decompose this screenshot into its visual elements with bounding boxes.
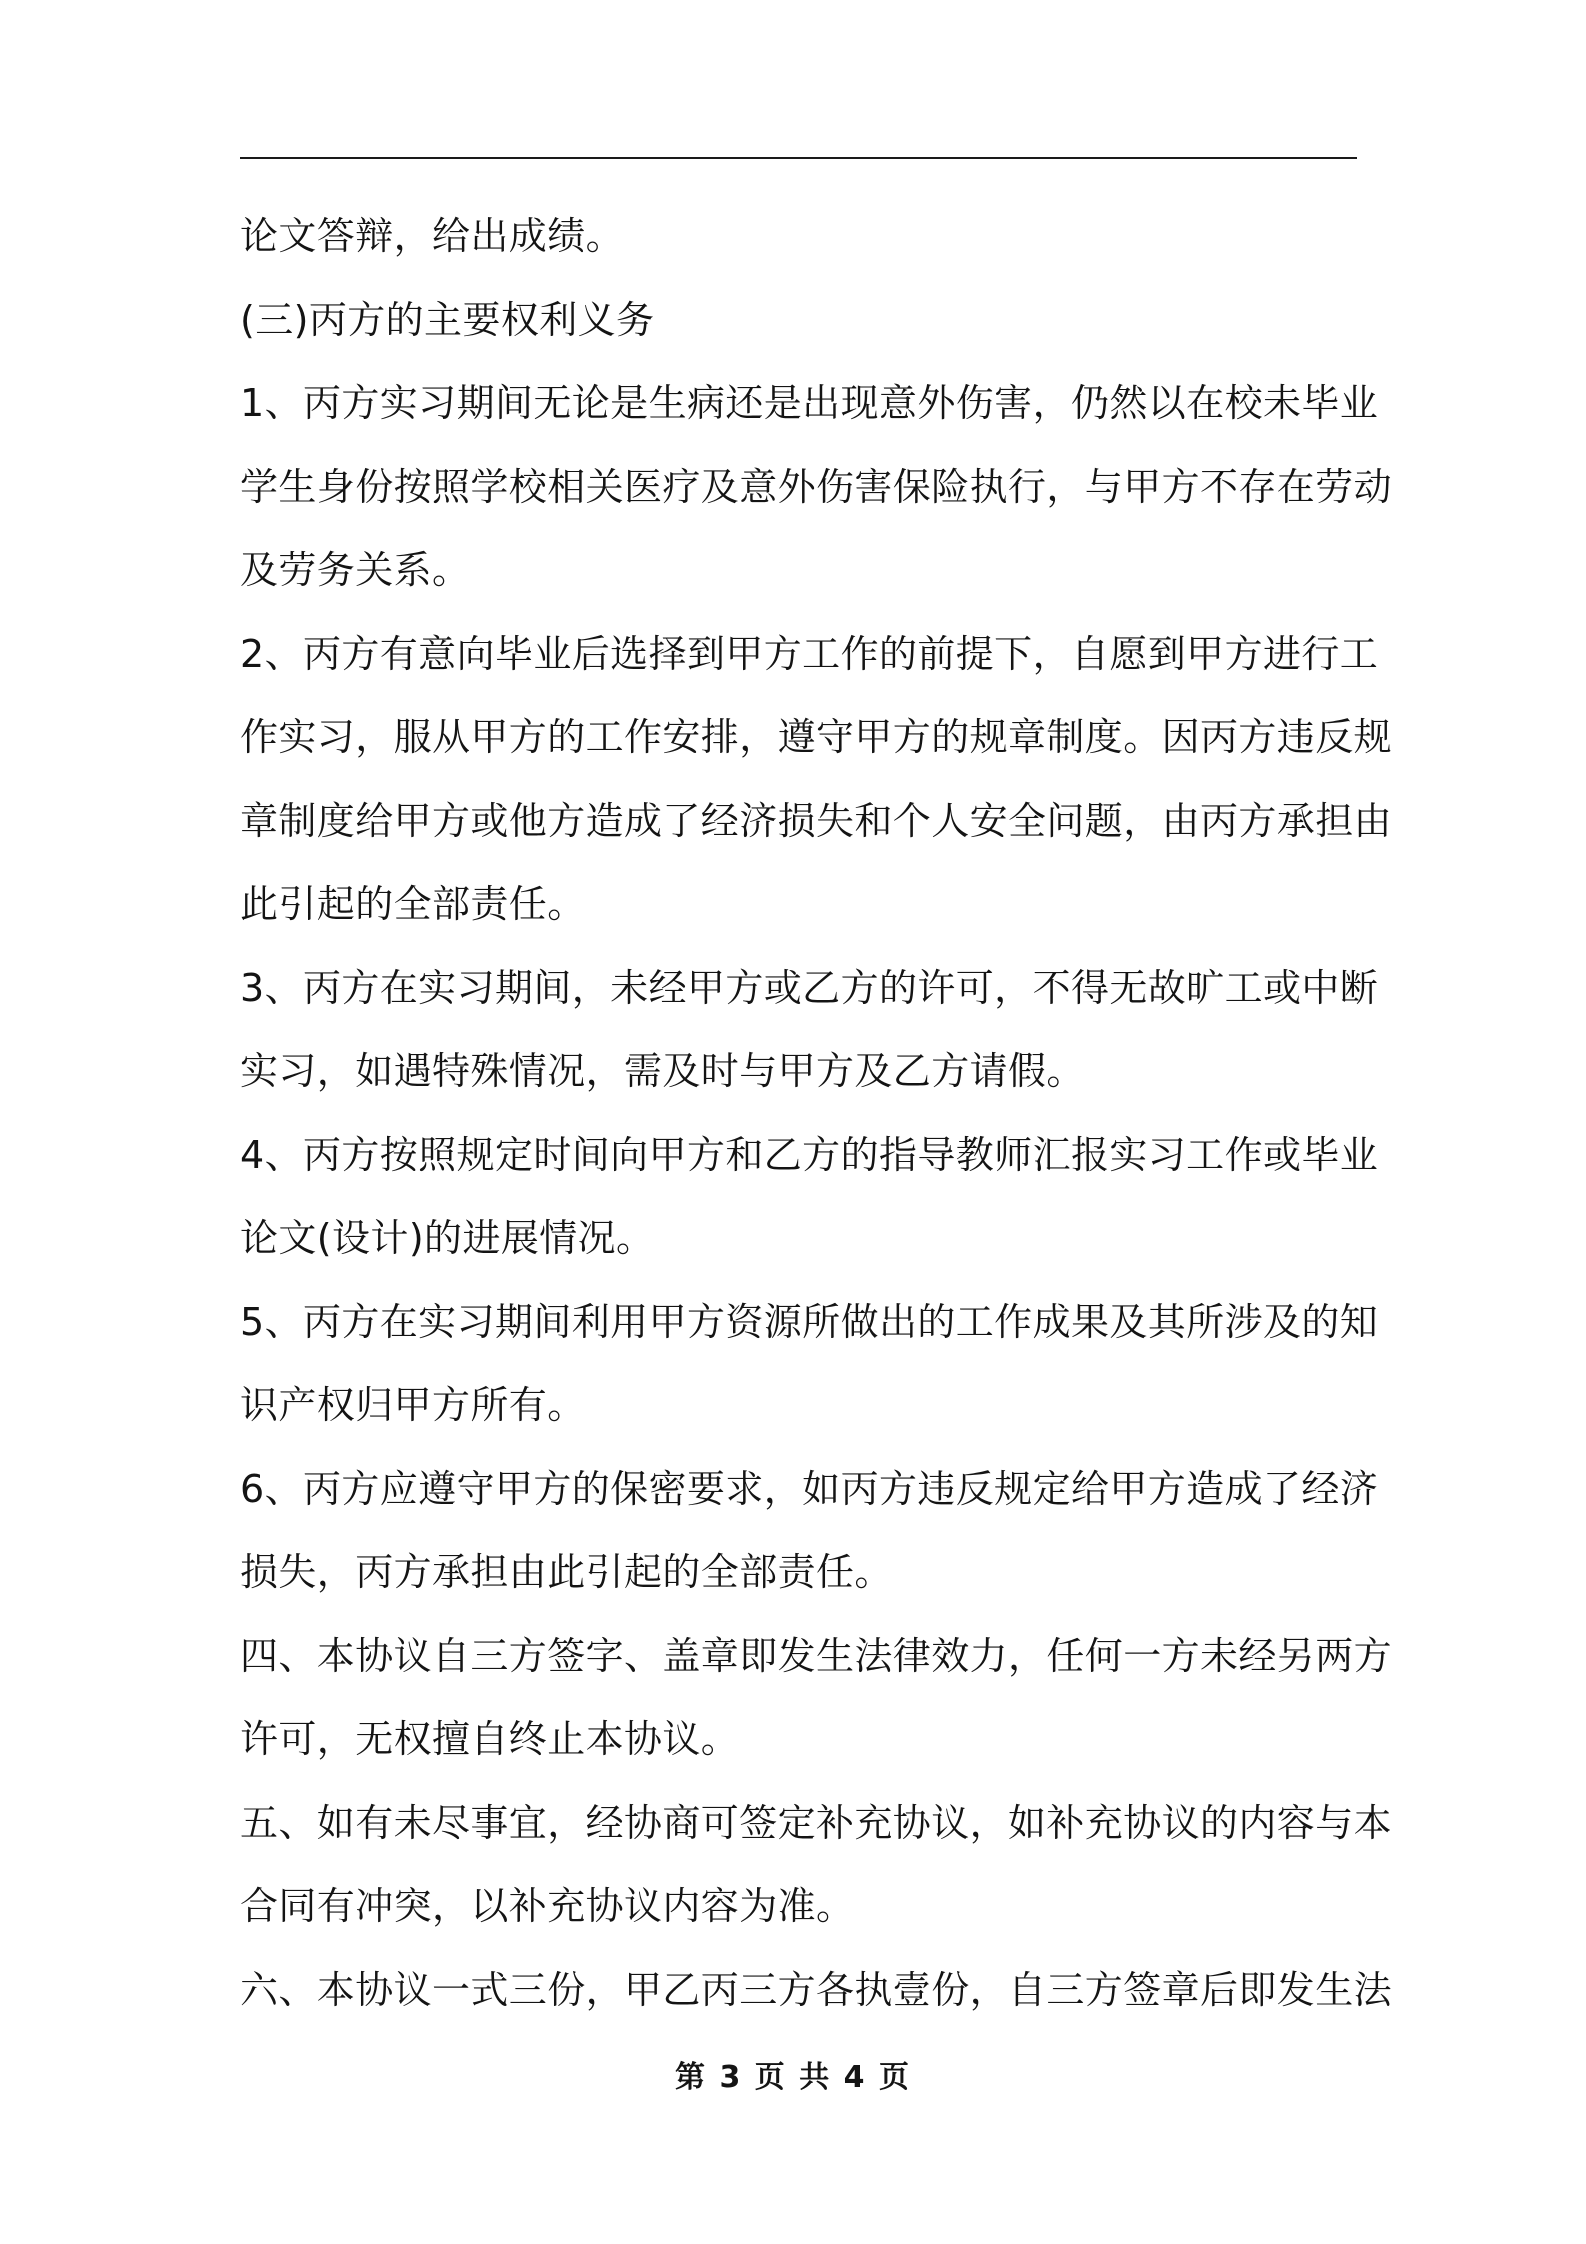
text-line: 论文(设计)的进展情况。 — [240, 1216, 655, 1260]
text-line: 5、丙方在实习期间利用甲方资源所做出的工作成果及其所涉及的知 — [240, 1299, 1379, 1344]
text-line: 此引起的全部责任。 — [240, 882, 586, 926]
text-line: 许可，无权擅自终止本协议。 — [240, 1717, 740, 1761]
text-line: 及劳务关系。 — [240, 548, 471, 592]
text-line: 识产权归甲方所有。 — [240, 1383, 586, 1427]
text-line: 论文答辩，给出成绩。 — [240, 214, 625, 258]
header-rule — [240, 157, 1357, 159]
document-body — [240, 195, 1393, 2032]
text-line: 章制度给甲方或他方造成了经济损失和个人安全问题，由丙方承担由 — [240, 798, 1393, 843]
text-line: 2、丙方有意向毕业后选择到甲方工作的前提下，自愿到甲方进行工 — [240, 631, 1379, 676]
text-line: 合同有冲突，以补充协议内容为准。 — [240, 1884, 855, 1928]
text-line: 学生身份按照学校相关医疗及意外伤害保险执行，与甲方不存在劳动 — [240, 464, 1393, 509]
text-line: 实习，如遇特殊情况，需及时与甲方及乙方请假。 — [240, 1049, 1085, 1093]
text-line: 六、本协议一式三份，甲乙丙三方各执壹份，自三方签章后即发生法 — [240, 1967, 1393, 2012]
text-line: 3、丙方在实习期间，未经甲方或乙方的许可，不得无故旷工或中断 — [240, 965, 1379, 1010]
text-line: 6、丙方应遵守甲方的保密要求，如丙方违反规定给甲方造成了经济 — [240, 1466, 1379, 1511]
text-line: 作实习，服从甲方的工作安排，遵守甲方的规章制度。因丙方违反规 — [240, 715, 1393, 759]
text-line: 1、丙方实习期间无论是生病还是出现意外伤害，仍然以在校未毕业 — [240, 381, 1379, 425]
text-line: 4、丙方按照规定时间向甲方和乙方的指导教师汇报实习工作或毕业 — [240, 1132, 1379, 1177]
text-line: 损失，丙方承担由此引起的全部责任。 — [240, 1550, 893, 1594]
text-line: 四、本协议自三方签字、盖章即发生法律效力，任何一方未经另两方 — [240, 1633, 1393, 1678]
text-line: 五、如有未尽事宜，经协商可签定补充协议，如补充协议的内容与本 — [240, 1800, 1393, 1845]
page-number-footer: 第 3 页 共 4 页 — [675, 2060, 911, 2095]
section-heading: (三)丙方的主要权利义务 — [240, 297, 655, 342]
